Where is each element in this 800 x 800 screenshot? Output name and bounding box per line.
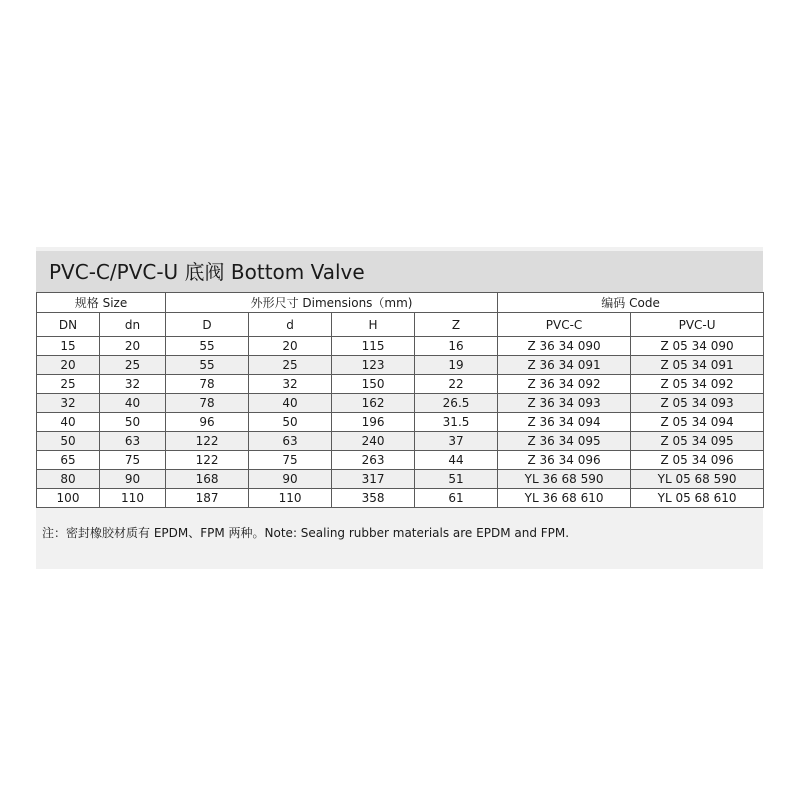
table-cell: 40 [249,394,332,413]
column-header: D [166,313,249,337]
column-header: d [249,313,332,337]
table-cell: 50 [37,432,100,451]
table-cell: 32 [100,375,166,394]
table-cell: 122 [166,451,249,470]
group-header-dimensions: 外形尺寸 Dimensions（mm) [166,293,498,313]
table-row [37,394,764,413]
table-cell: 44 [415,451,498,470]
group-header-code: 编码 Code [498,293,764,313]
table-cell: 75 [249,451,332,470]
table-cell: 50 [100,413,166,432]
table-row [37,470,764,489]
table-body [37,337,764,508]
group-header-size: 规格 Size [37,293,166,313]
table-cell: 50 [249,413,332,432]
table-cell: 20 [249,337,332,356]
table-cell: 187 [166,489,249,508]
table-cell: YL 05 68 590 [631,470,764,489]
table-cell: Z 36 34 093 [498,394,631,413]
table-cell: 78 [166,394,249,413]
table-cell: 25 [249,356,332,375]
table-cell: 25 [100,356,166,375]
table-cell: 65 [37,451,100,470]
table-cell: 55 [166,356,249,375]
table-row [37,337,764,356]
table-cell: 32 [249,375,332,394]
table-cell: Z 36 34 090 [498,337,631,356]
table-cell: 358 [332,489,415,508]
table-cell: 80 [37,470,100,489]
table-row [37,432,764,451]
table-cell: 55 [166,337,249,356]
column-header: PVC-C [498,313,631,337]
spec-panel [36,247,763,569]
table-cell: 20 [100,337,166,356]
table-cell: Z 05 34 096 [631,451,764,470]
table-cell: 20 [37,356,100,375]
table-cell: 110 [100,489,166,508]
table-row [37,413,764,432]
table-cell: 78 [166,375,249,394]
table-cell: Z 05 34 094 [631,413,764,432]
column-header: DN [37,313,100,337]
table-cell: 122 [166,432,249,451]
table-cell: Z 36 34 092 [498,375,631,394]
column-header: Z [415,313,498,337]
table-cell: 123 [332,356,415,375]
table-cell: 90 [100,470,166,489]
table-row [37,451,764,470]
table-cell: 75 [100,451,166,470]
table-cell: 162 [332,394,415,413]
spec-table [36,292,764,508]
column-header-row [37,313,764,337]
table-cell: 115 [332,337,415,356]
table-cell: 168 [166,470,249,489]
table-cell: Z 05 34 090 [631,337,764,356]
table-cell: 51 [415,470,498,489]
table-cell: 26.5 [415,394,498,413]
column-header: dn [100,313,166,337]
table-cell: 15 [37,337,100,356]
table-cell: 61 [415,489,498,508]
table-cell: 19 [415,356,498,375]
table-cell: YL 05 68 610 [631,489,764,508]
table-cell: YL 36 68 590 [498,470,631,489]
table-cell: 240 [332,432,415,451]
table-cell: Z 36 34 096 [498,451,631,470]
table-cell: Z 05 34 091 [631,356,764,375]
table-row [37,489,764,508]
table-cell: 40 [100,394,166,413]
table-cell: 150 [332,375,415,394]
table-cell: 63 [100,432,166,451]
table-cell: 317 [332,470,415,489]
footnote: 注：密封橡胶材质有 EPDM、FPM 两种。Note: Sealing rubber materials are EPDM and FPM. [42,526,570,540]
table-cell: 100 [37,489,100,508]
table-cell: 22 [415,375,498,394]
table-cell: Z 36 34 095 [498,432,631,451]
table-title: PVC-C/PVC-U 底阀 Bottom Valve [36,251,763,293]
table-cell: 25 [37,375,100,394]
table-cell: 90 [249,470,332,489]
table-cell: 16 [415,337,498,356]
column-header: H [332,313,415,337]
table-cell: 263 [332,451,415,470]
table-cell: 110 [249,489,332,508]
table-cell: 31.5 [415,413,498,432]
table-cell: 96 [166,413,249,432]
table-cell: 63 [249,432,332,451]
table-cell: Z 05 34 092 [631,375,764,394]
table-cell: Z 05 34 093 [631,394,764,413]
table-cell: Z 05 34 095 [631,432,764,451]
table-cell: 37 [415,432,498,451]
group-header-row [37,293,764,313]
table-cell: YL 36 68 610 [498,489,631,508]
table-cell: Z 36 34 091 [498,356,631,375]
column-header: PVC-U [631,313,764,337]
table-cell: 40 [37,413,100,432]
table-cell: 32 [37,394,100,413]
table-cell: 196 [332,413,415,432]
table-row [37,375,764,394]
table-cell: Z 36 34 094 [498,413,631,432]
table-row [37,356,764,375]
